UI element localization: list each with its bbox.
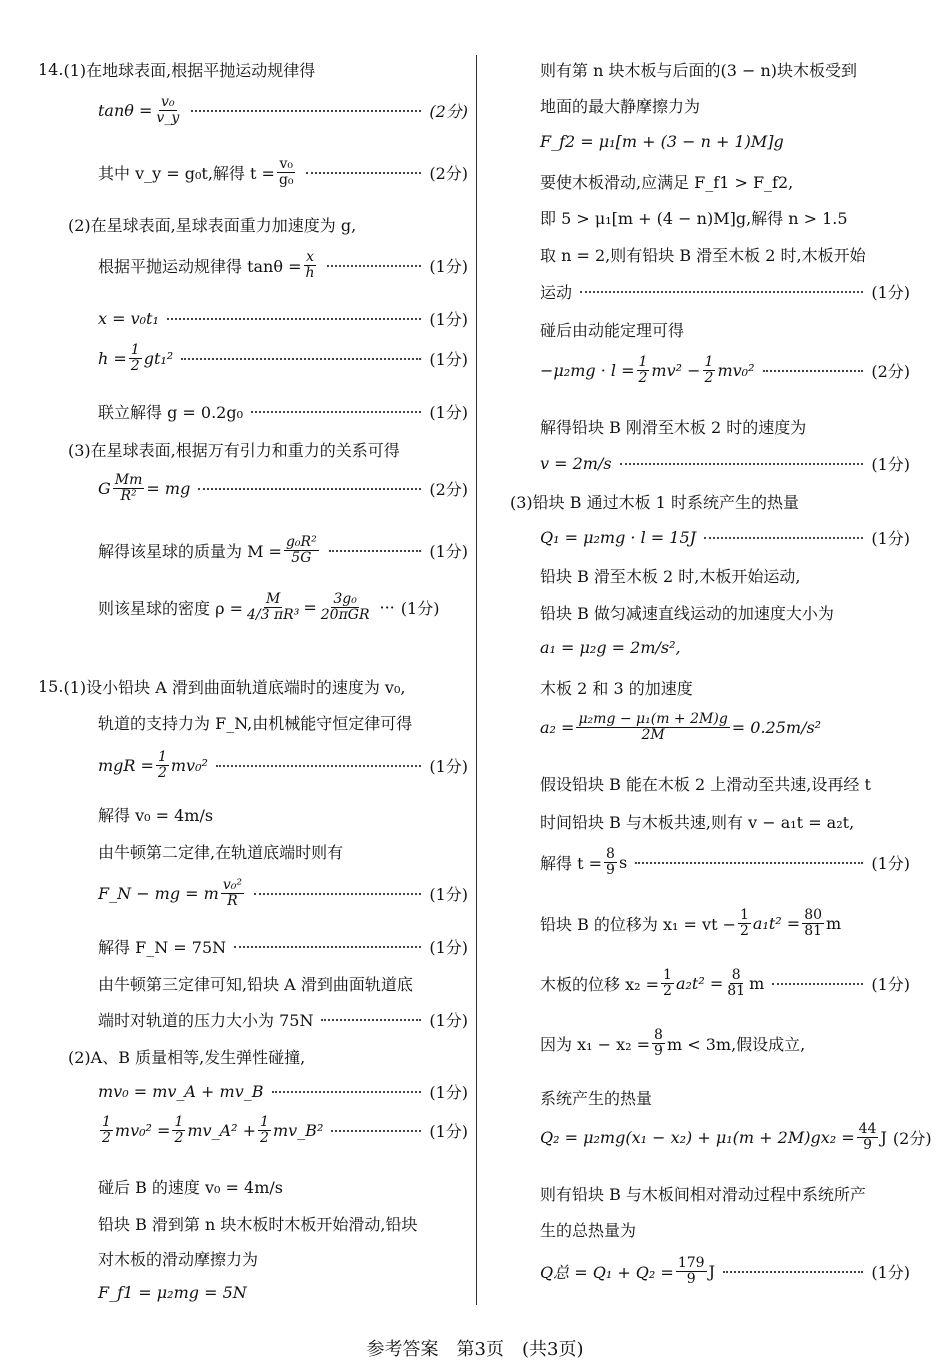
q14-eq-mass: 解得该星球的质量为 M = $\frac{\text{g₀R²}}{5G}$ (1分) (98, 534, 468, 567)
q15-text: 轨道的支持力为 F_N,由机械能守恒定律可得 (98, 714, 413, 733)
leader-dots (198, 488, 421, 490)
q15-text: 由牛顿第二定律,在轨道底端时则有 (98, 843, 344, 862)
page-footer: 参考答案 第3页 (共3页) (366, 1339, 584, 1360)
fraction: $\frac{80}{81}$ (804, 907, 823, 940)
q15-text: 即 5 > μ₁[m + (4 − n)M]g,解得 n > 1.5 (540, 209, 848, 228)
fraction: $\frac{8}{81}$ (727, 967, 746, 1000)
fraction: $\frac{44}{9}$ (858, 1121, 877, 1154)
q15-text: 铅块 B 滑至木板 2 时,木板开始运动, (540, 567, 801, 586)
fraction: $\frac{1}{2}$ (102, 1114, 111, 1147)
q15-text: 端时对轨道的压力大小为 75N (1分) (98, 1011, 468, 1030)
leader-dots (272, 1091, 422, 1093)
q15-text: 解得铅块 B 刚滑至木板 2 时的速度为 (540, 418, 807, 437)
q15-text: 则有铅块 B 与木板间相对滑动过程中系统所产 (540, 1185, 866, 1204)
q15-text: 碰后由动能定理可得 (540, 321, 685, 340)
fraction: $\frac{\text{g₀R²}}{5G}$ (285, 534, 317, 567)
fraction: $\frac{\text{v₀}}{v\_y}$ (156, 94, 180, 127)
leader-dots (234, 946, 421, 948)
q14-eq-tan-theta: tanθ = $\frac{\text{v₀}}{v\_y}$ (2分) (98, 94, 468, 127)
q14-eq-x: x = v₀t₁ (1分) (98, 309, 468, 329)
q15-eq-t: 解得 t = $\frac{8}{9}$ s (1分) (540, 846, 910, 879)
leader-dots (167, 318, 421, 320)
q15-eq-newton: F_N − mg = m $\frac{\text{v₀²}}{R}$ (1分) (98, 877, 468, 910)
q15-eq-work-energy: −μ₂mg · l = $\frac{1}{2}$ mv² − $\frac{1}{2}$ mv₀² (2分) (540, 354, 910, 387)
q15-eq-a1: a₁ = μ₂g = 2m/s², (540, 638, 681, 657)
column-divider (476, 55, 477, 1305)
q15-text: 对木板的滑动摩擦力为 (98, 1250, 259, 1269)
q14-eq-gravitation: G $\frac{Mm}{\text{R²}}$ = mg (2分) (98, 472, 468, 505)
q14-eq-h: h = $\frac{1}{2}$ gt₁² (1分) (98, 342, 468, 375)
fraction: $\frac{x}{h}$ (305, 249, 315, 282)
q15-text: 要使木板滑动,应满足 F_f1 > F_f2, (540, 173, 794, 192)
q15-eq-static-friction: F_f2 = μ₁[m + (3 − n + 1)M]g (540, 132, 784, 151)
leader-dots (620, 463, 864, 465)
q15-text: 铅块 B 做匀减速直线运动的加速度大小为 (540, 604, 834, 623)
q15-text: 则有第 n 块木板与后面的(3 − n)块木板受到 (540, 61, 858, 80)
q15-eq-q1: Q₁ = μ₂mg · l = 15J (1分) (540, 528, 910, 548)
fraction: $\frac{\text{v₀}}{\text{g₀}}$ (278, 156, 294, 189)
q14-eq-t: 其中 v_y = g₀t,解得 t = $\frac{\text{v₀}}{\text{g₀}}$ (2分) (98, 156, 468, 189)
q15-eq-momentum: mv₀ = mv_A + mv_B (1分) (98, 1082, 468, 1102)
q14-part1-intro: 14. (1)在地球表面,根据平抛运动规律得 (38, 60, 316, 80)
q15-eq-x1: 铅块 B 的位移为 x₁ = vt − $\frac{1}{2}$ a₁t² = $\frac{80}{81}$ m (540, 907, 842, 940)
q15-result-v: v = 2m/s (1分) (540, 454, 910, 474)
leader-dots (704, 537, 863, 539)
q15-part2-intro: (2)A、B 质量相等,发生弹性碰撞, (68, 1048, 306, 1067)
q15-part3-intro: (3)铅块 B 通过木板 1 时系统产生的热量 (510, 493, 799, 512)
fraction: $\frac{\text{μ₂mg − μ₁(m + 2M)g}}{2M}$ (578, 711, 728, 744)
q15-eq-diff: 因为 x₁ − x₂ = $\frac{8}{9}$ m < 3m,假设成立, (540, 1027, 806, 1060)
q14-result-g: 联立解得 g = 0.2g₀ (1分) (98, 403, 468, 422)
q15-result-fn: 解得 F_N = 75N (1分) (98, 938, 468, 957)
q15-text: 假设铅块 B 能在木板 2 上滑动至共速,设再经 t (540, 775, 871, 794)
q15-eq-q-total: Q总 = Q₁ + Q₂ = $\frac{179}{9}$ J (1分) (540, 1255, 910, 1288)
fraction: $\frac{1}{2}$ (130, 342, 140, 375)
fraction: $\frac{Mm}{\text{R²}}$ (114, 472, 143, 505)
fraction: $\frac{1}{2}$ (704, 354, 714, 387)
q15-part1-intro: 15. (1)设小铅块 A 滑到曲面轨道底端时的速度为 v₀, (38, 677, 406, 697)
leader-dots (329, 550, 422, 552)
q15-eq-friction: F_f1 = μ₂mg = 5N (98, 1283, 247, 1302)
leader-dots (772, 983, 863, 985)
fraction: $\frac{8}{9}$ (654, 1027, 663, 1060)
q15-result-vb: 碰后 B 的速度 v₀ = 4m/s (98, 1178, 284, 1197)
fraction: $\frac{1}{2}$ (260, 1114, 269, 1147)
q15-eq-kinetic: $\frac{1}{2}$ mv₀² = $\frac{1}{2}$ mv_A² + $\frac{1}{2}$ mv_B² (1分) (102, 1114, 468, 1147)
leader-dots (216, 765, 421, 767)
leader-dots (251, 411, 421, 413)
q15-text: 生的总热量为 (540, 1221, 637, 1240)
q14-eq-tan-star: 根据平抛运动规律得 tanθ = $\frac{x}{h}$ (1分) (98, 249, 468, 282)
fraction: $\frac{1}{2}$ (663, 967, 672, 1000)
leader-dots (763, 370, 864, 372)
leader-dots (580, 291, 863, 293)
fraction: $\frac{M}{\text{4/3 πR³}}$ (247, 591, 300, 624)
q15-text: 地面的最大静摩擦力为 (540, 97, 701, 116)
leader-dots (254, 893, 421, 895)
q15-result-v0: 解得 v₀ = 4m/s (98, 806, 214, 825)
leader-dots (331, 1130, 421, 1132)
fraction: $\frac{1}{2}$ (174, 1114, 184, 1147)
q14-part3-intro: (3)在星球表面,根据万有引力和重力的关系可得 (68, 441, 400, 460)
fraction: $\frac{1}{2}$ (157, 749, 167, 782)
q14-part2-intro: (2)在星球表面,星球表面重力加速度为 g, (68, 216, 357, 235)
leader-dots (181, 358, 421, 360)
q15-eq-q2: Q₂ = μ₂mg(x₁ − x₂) + μ₁(m + 2M)gx₂ = $\frac{44}{9}$ J (2分) (540, 1121, 932, 1154)
fraction: $\frac{1}{2}$ (740, 907, 749, 940)
q15-text: 时间铅块 B 与木板共速,则有 v − a₁t = a₂t, (540, 813, 855, 832)
fraction: $\frac{8}{9}$ (606, 846, 615, 879)
q14-eq-density: 则该星球的密度 ρ = $\frac{M}{\text{4/3 πR³}}$ = $\frac{\text{3g₀}}{\text{20πGR}}$ ··· (1分) (98, 591, 440, 624)
leader-dots (191, 110, 421, 112)
q15-text: 运动 (1分) (540, 283, 910, 302)
q15-text: 取 n = 2,则有铅块 B 滑至木板 2 时,木板开始 (540, 246, 866, 265)
q15-text: 系统产生的热量 (540, 1089, 653, 1108)
q15-text: 木板 2 和 3 的加速度 (540, 679, 693, 698)
leader-dots (306, 172, 422, 174)
q15-eq-energy: mgR = $\frac{1}{2}$ mv₀² (1分) (98, 749, 468, 782)
q15-text: 由牛顿第三定律可知,铅块 A 滑到曲面轨道底 (98, 975, 413, 994)
fraction: $\frac{1}{2}$ (638, 354, 648, 387)
fraction: $\frac{\text{v₀²}}{R}$ (222, 877, 242, 910)
leader-dots (635, 862, 863, 864)
leader-dots (327, 265, 422, 267)
leader-dots (321, 1019, 421, 1021)
q15-eq-a2: a₂ = $\frac{\text{μ₂mg − μ₁(m + 2M)g}}{2M}$ = 0.25m/s² (540, 711, 822, 744)
fraction: $\frac{179}{9}$ (677, 1255, 705, 1288)
fraction: $\frac{\text{3g₀}}{\text{20πGR}}$ (320, 591, 370, 624)
leader-dots (723, 1271, 863, 1273)
q15-eq-x2: 木板的位移 x₂ = $\frac{1}{2}$ a₂t² = $\frac{8}{81}$ m (1分) (540, 967, 910, 1000)
q15-text: 铅块 B 滑到第 n 块木板时木板开始滑动,铅块 (98, 1215, 418, 1234)
